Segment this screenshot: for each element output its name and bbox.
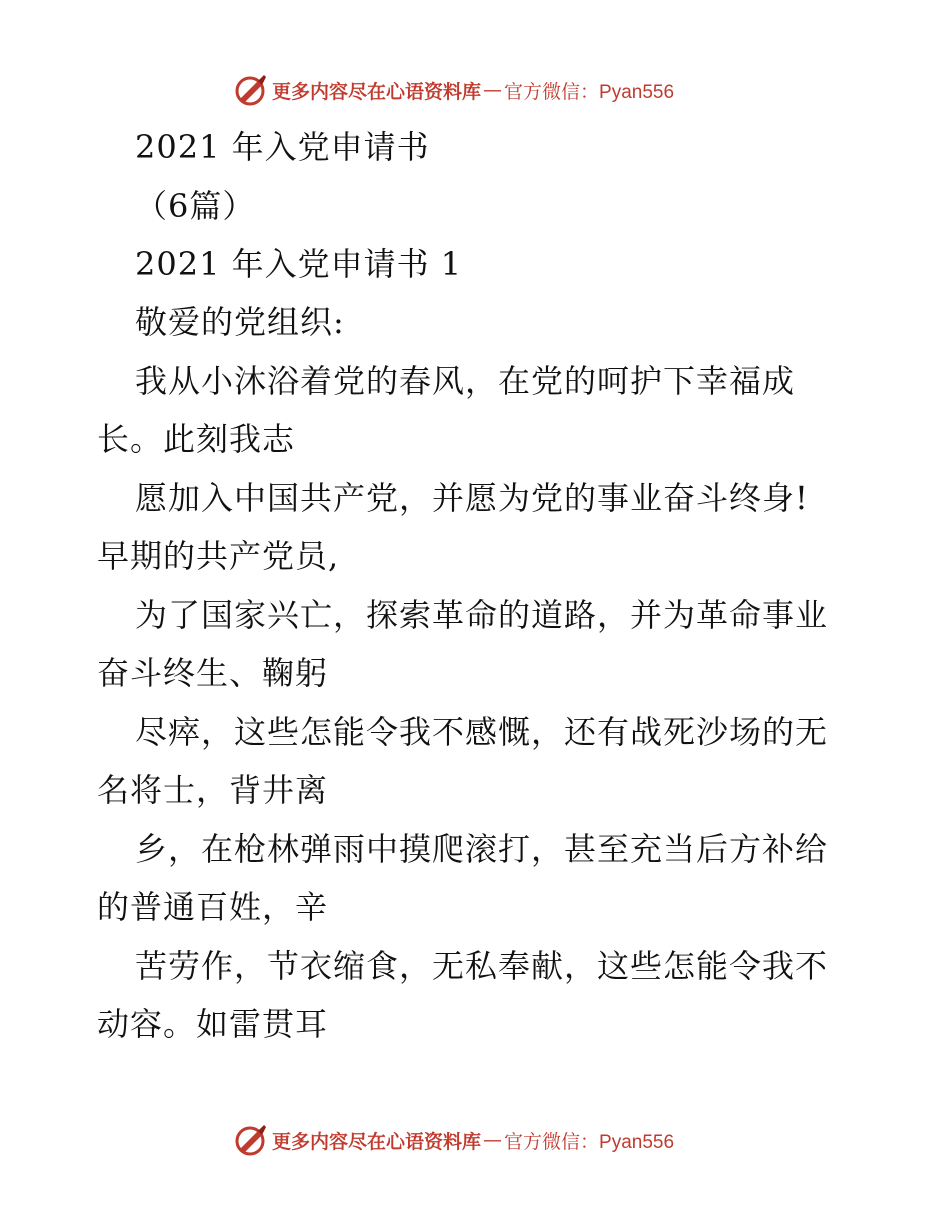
document-subtitle: （6篇） (135, 187, 256, 225)
watermark-separator: — (483, 79, 503, 101)
section-heading: 2021 年入党申请书 1 (135, 245, 463, 283)
pen-logo-icon (234, 73, 268, 107)
paragraph-line: 苦劳作，节衣缩食，无私奉献，这些怎能令我不 (135, 947, 829, 985)
paragraph-line: 我从小沐浴着党的春风，在党的呵护下幸福成 (135, 362, 796, 400)
watermark-wechat: 官方微信：Pyan556 (504, 81, 675, 103)
paragraph-line: 为了国家兴亡，探索革命的道路，并为革命事业 (135, 596, 829, 634)
salutation: 敬爱的党组织: (135, 303, 345, 341)
paragraph-line: 的普通百姓，辛 (97, 888, 329, 926)
watermark-text: 更多内容尽在心语资料库 (272, 80, 482, 103)
paragraph-line: 长。此刻我志 (97, 420, 296, 458)
paragraph-line: 早期的共产党员, (97, 537, 340, 575)
header-watermark (234, 72, 674, 108)
watermark-wechat: 官方微信：Pyan556 (504, 1131, 675, 1153)
paragraph-line: 乡，在枪林弹雨中摸爬滚打，甚至充当后方补给 (135, 830, 829, 868)
watermark-separator: — (483, 1129, 503, 1151)
paragraph-line: 尽瘁，这些怎能令我不感慨，还有战死沙场的无 (135, 713, 829, 751)
paragraph-line: 奋斗终生、鞠躬 (97, 654, 329, 692)
pen-logo-icon (234, 1123, 268, 1157)
paragraph-line: 愿加入中国共产党，并愿为党的事业奋斗终身! (135, 479, 809, 517)
paragraph-line: 名将士，背井离 (97, 771, 329, 809)
paragraph-line: 动容。如雷贯耳 (97, 1005, 329, 1043)
footer-watermark (234, 1122, 674, 1158)
watermark-text: 更多内容尽在心语资料库 (272, 1130, 482, 1153)
document-title: 2021 年入党申请书 (135, 128, 430, 166)
